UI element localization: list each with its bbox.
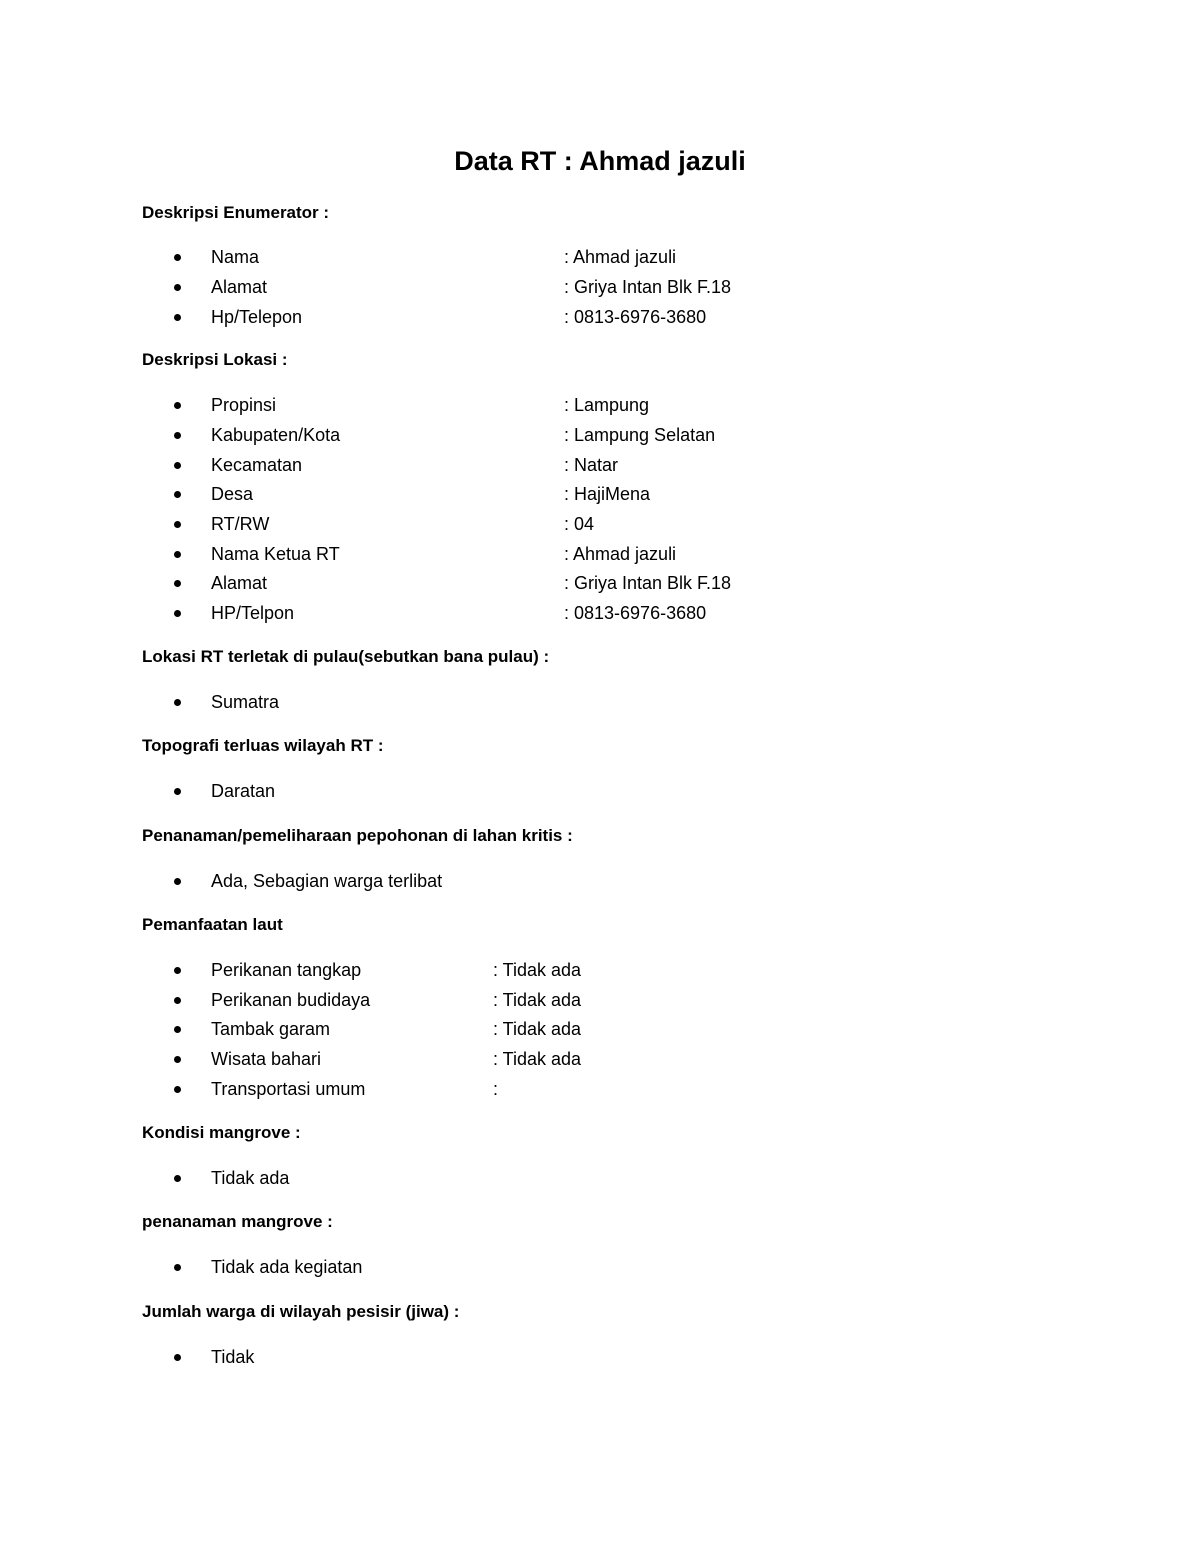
list-item bbox=[0, 510, 1200, 538]
section-heading-penanaman-mangrove: penanaman mangrove : bbox=[142, 1212, 333, 1231]
list-item bbox=[0, 1015, 1200, 1043]
item-label: Sumatra bbox=[211, 692, 280, 712]
section-heading-mangrove: Kondisi mangrove : bbox=[142, 1123, 301, 1142]
list-item bbox=[0, 867, 1200, 895]
item-label: HP/Telpon bbox=[211, 603, 295, 623]
list-item bbox=[0, 986, 1200, 1014]
bullet-icon bbox=[174, 284, 181, 291]
list-item bbox=[0, 451, 1200, 479]
item-value: : 0813-6976-3680 bbox=[564, 603, 707, 623]
list-item bbox=[0, 391, 1200, 419]
item-label: Perikanan tangkap bbox=[211, 960, 362, 980]
list-item bbox=[0, 273, 1200, 301]
item-label: Ada, Sebagian warga terlibat bbox=[211, 871, 443, 891]
item-label: Wisata bahari bbox=[211, 1049, 322, 1069]
list-item bbox=[0, 243, 1200, 271]
list-item bbox=[0, 303, 1200, 331]
bullet-icon bbox=[174, 314, 181, 321]
item-value: : Tidak ada bbox=[493, 990, 582, 1010]
bullet-icon bbox=[174, 1354, 181, 1361]
item-value: : Lampung bbox=[564, 395, 650, 415]
bullet-icon bbox=[174, 580, 181, 587]
item-label: Desa bbox=[211, 484, 254, 504]
item-value: : Lampung Selatan bbox=[564, 425, 716, 445]
item-value: : Ahmad jazuli bbox=[564, 544, 677, 564]
list-item bbox=[0, 1075, 1200, 1103]
item-value: : Griya Intan Blk F.18 bbox=[564, 277, 732, 297]
list-item bbox=[0, 1343, 1200, 1371]
item-value: : Griya Intan Blk F.18 bbox=[564, 573, 732, 593]
section-heading-pulau: Lokasi RT terletak di pulau(sebutkan bana pulau) : bbox=[142, 647, 550, 666]
list-item bbox=[0, 421, 1200, 449]
bullet-icon bbox=[174, 610, 181, 617]
item-label: Kecamatan bbox=[211, 455, 303, 475]
item-value: : Tidak ada bbox=[493, 960, 582, 980]
item-value: : Tidak ada bbox=[493, 1019, 582, 1039]
bullet-icon bbox=[174, 1026, 181, 1033]
item-label: Daratan bbox=[211, 781, 276, 801]
item-value: : 04 bbox=[564, 514, 595, 534]
bullet-icon bbox=[174, 551, 181, 558]
item-label: Tidak ada kegiatan bbox=[211, 1257, 363, 1277]
item-label: Hp/Telepon bbox=[211, 307, 303, 327]
bullet-icon bbox=[174, 432, 181, 439]
bullet-icon bbox=[174, 462, 181, 469]
list-item bbox=[0, 1253, 1200, 1281]
list-item bbox=[0, 1164, 1200, 1192]
bullet-icon bbox=[174, 699, 181, 706]
document-title: Data RT : Ahmad jazuli bbox=[454, 146, 746, 176]
list-item bbox=[0, 480, 1200, 508]
bullet-icon bbox=[174, 491, 181, 498]
bullet-icon bbox=[174, 1175, 181, 1182]
list-item bbox=[0, 956, 1200, 984]
bullet-icon bbox=[174, 878, 181, 885]
list-item bbox=[0, 1045, 1200, 1073]
bullet-icon bbox=[174, 254, 181, 261]
item-value: : Tidak ada bbox=[493, 1049, 582, 1069]
item-label: Tidak ada bbox=[211, 1168, 290, 1188]
bullet-icon bbox=[174, 967, 181, 974]
section-heading-lokasi: Deskripsi Lokasi : bbox=[142, 350, 288, 369]
section-heading-laut: Pemanfaatan laut bbox=[142, 915, 283, 934]
section-heading-topografi: Topografi terluas wilayah RT : bbox=[142, 736, 384, 755]
item-label: Tidak bbox=[211, 1347, 255, 1367]
item-value: : HajiMena bbox=[564, 484, 651, 504]
item-value: : Natar bbox=[564, 455, 619, 475]
item-label: RT/RW bbox=[211, 514, 270, 534]
section-heading-pesisir: Jumlah warga di wilayah pesisir (jiwa) : bbox=[142, 1302, 460, 1321]
list-item bbox=[0, 540, 1200, 568]
item-label: Transportasi umum bbox=[211, 1079, 366, 1099]
bullet-icon bbox=[174, 997, 181, 1004]
bullet-icon bbox=[174, 788, 181, 795]
item-label: Tambak garam bbox=[211, 1019, 331, 1039]
list-item bbox=[0, 569, 1200, 597]
item-label: Propinsi bbox=[211, 395, 277, 415]
bullet-icon bbox=[174, 402, 181, 409]
list-item bbox=[0, 688, 1200, 716]
bullet-icon bbox=[174, 521, 181, 528]
item-label: Perikanan budidaya bbox=[211, 990, 371, 1010]
section-heading-penanaman-pohon: Penanaman/pemeliharaan pepohonan di lahan kritis : bbox=[142, 826, 573, 845]
item-label: Alamat bbox=[211, 277, 268, 297]
section-heading-enumerator: Deskripsi Enumerator : bbox=[142, 203, 330, 222]
item-value: : Ahmad jazuli bbox=[564, 247, 677, 267]
item-label: Nama Ketua RT bbox=[211, 544, 340, 564]
list-item bbox=[0, 777, 1200, 805]
item-label: Alamat bbox=[211, 573, 268, 593]
item-label: Nama bbox=[211, 247, 260, 267]
bullet-icon bbox=[174, 1264, 181, 1271]
bullet-icon bbox=[174, 1086, 181, 1093]
item-value: : bbox=[493, 1079, 499, 1099]
item-value: : 0813-6976-3680 bbox=[564, 307, 707, 327]
item-label: Kabupaten/Kota bbox=[211, 425, 341, 445]
list-item bbox=[0, 599, 1200, 627]
bullet-icon bbox=[174, 1056, 181, 1063]
